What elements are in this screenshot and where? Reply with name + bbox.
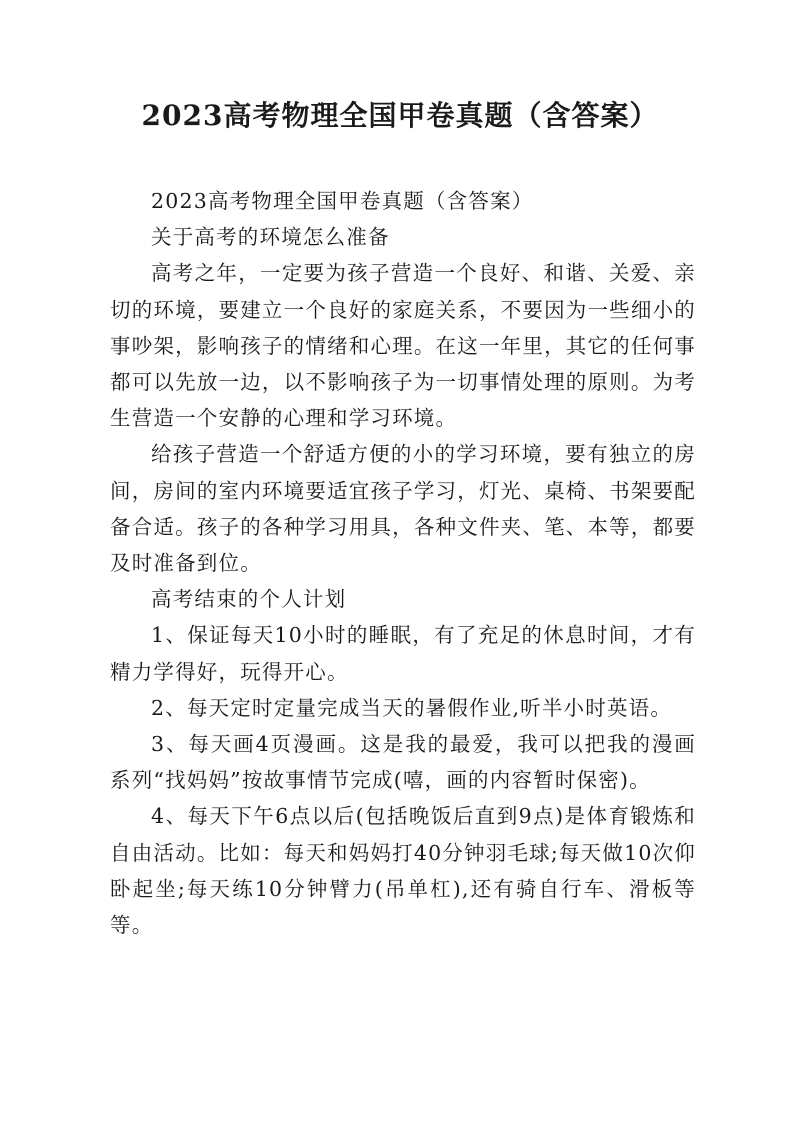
paragraph-plan-1: 1、保证每天10小时的睡眠，有了充足的休息时间，才有精力学得好，玩得开心。 xyxy=(110,623,696,684)
paragraph-plan-4: 4、每天下午6点以后(包括晚饭后直到9点)是体育锻炼和自由活动。比如：每天和妈妈打40分钟羽毛球;每天做10次仰卧起坐;每天练10分钟臂力(吊单杠),还有骑自行车、滑板等等。 xyxy=(110,804,696,938)
paragraph-environment-1: 高考之年，一定要为孩子营造一个良好、和谐、关爱、亲切的环境，要建立一个良好的家庭关系，不要因为一些细小的事吵架，影响孩子的情绪和心理。在这一年里，其它的任何事都可以先放一边，以不影响孩子为一切事情处理的原则。为考生营造一个安静的心理和学习环境。 xyxy=(110,261,696,431)
document-title: 2023高考物理全国甲卷真题（含答案） xyxy=(141,99,659,132)
paragraph-subtitle: 2023高考物理全国甲卷真题（含答案） xyxy=(151,189,534,213)
paragraph-plan-2: 2、每天定时定量完成当天的暑假作业,听半小时英语。 xyxy=(151,695,673,720)
paragraph-heading-plan: 高考结束的个人计划 xyxy=(151,587,347,612)
paragraph-environment-2: 给孩子营造一个舒适方便的小的学习环境，要有独立的房间，房间的室内环境要适宜孩子学习，灯光、桌椅、书架要配备合适。孩子的各种学习用具，各种文件夹、笔、本等，都要及时准备到位。 xyxy=(110,442,696,576)
paragraph-plan-3: 3、每天画4页漫画。这是我的最爱，我可以把我的漫画系列“找妈妈”按故事情节完成(嘻，画的内容暂时保密)。 xyxy=(110,732,696,793)
paragraph-heading-environment: 关于高考的环境怎么准备 xyxy=(151,225,390,250)
document-body xyxy=(110,183,696,943)
